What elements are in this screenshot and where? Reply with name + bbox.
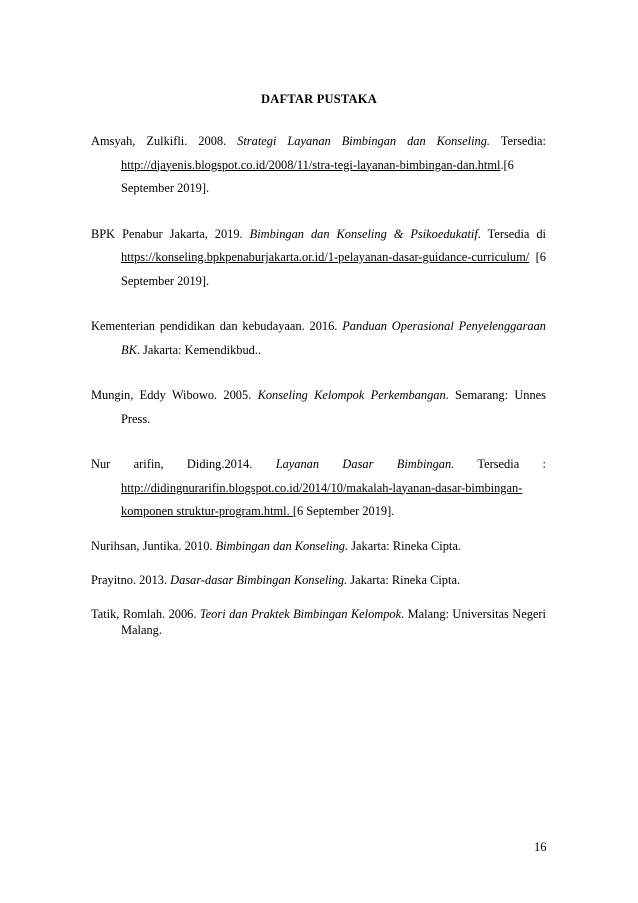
reference-title: Bimbingan dan Konseling. [215, 538, 349, 553]
reference-item [91, 606, 546, 638]
reference-access-date: .[6 September 2019]. [121, 157, 514, 195]
reference-publisher: Tersedia: [490, 134, 547, 148]
reference-title: Layanan Dasar Bimbingan. [275, 457, 455, 471]
reference-list [91, 130, 546, 656]
reference-publisher: . Tersedia di [477, 226, 547, 241]
reference-title: Konseling Kelompok Perkembangan [257, 388, 446, 402]
reference-author: Nur arifin, Diding.2014. [91, 457, 276, 471]
reference-item [91, 130, 546, 201]
reference-item [91, 223, 546, 294]
reference-link[interactable]: https://konseling.bpkpenaburjakarta.or.id/1-pelayanan-dasar-guidance-curriculum/ [121, 250, 530, 264]
reference-author: Tatik, Romlah. 2006. [91, 606, 200, 621]
reference-publisher: . Semarang: Unnes Press. [121, 388, 546, 426]
reference-title: Dasar-dasar Bimbingan Konseling. [170, 572, 348, 587]
reference-publisher: Tersedia : [454, 457, 547, 471]
reference-title: Strategi Layanan Bimbingan dan Konseling. [237, 134, 491, 148]
reference-author: Mungin, Eddy Wibowo. 2005. [91, 388, 258, 402]
reference-title: Teori dan Praktek Bimbingan Kelompok [199, 606, 402, 621]
reference-publisher: . Malang: Universitas Negeri Malang. [121, 606, 546, 637]
reference-item [91, 453, 546, 524]
reference-access-date: [6 September 2019]. [121, 250, 546, 288]
reference-link[interactable]: http://djayenis.blogspot.co.id/2008/11/stra-tegi-layanan-bimbingan-dan.html [121, 157, 501, 172]
page-number: 16 [534, 840, 547, 854]
reference-author: BPK Penabur Jakarta, 2019. [91, 226, 250, 241]
reference-item [91, 315, 546, 362]
reference-author: Nurihsan, Juntika. 2010. [91, 538, 216, 553]
reference-link[interactable]: http://didingnurarifin.blogspot.co.id/2014/10/makalah-layanan-dasar-bimbingan-komponen struktur-program.html. [121, 480, 523, 518]
reference-author: Amsyah, Zulkifli. 2008. [91, 134, 238, 148]
reference-publisher: Jakarta: Rineka Cipta. [348, 538, 461, 553]
reference-publisher: Jakarta: Rineka Cipta. [347, 572, 461, 587]
reference-title: Bimbingan dan Konseling & Psikoedukatif [249, 226, 478, 241]
reference-access-date: [6 September 2019]. [292, 504, 395, 518]
reference-author: Kementerian pendidikan dan kebudayaan. 2016. [91, 319, 343, 333]
reference-item [91, 384, 546, 431]
reference-publisher: . Jakarta: Kemendikbud.. [136, 342, 262, 357]
page-title: DAFTAR PUSTAKA [261, 92, 377, 106]
reference-item [91, 538, 546, 554]
reference-item [91, 572, 546, 588]
reference-author: Prayitno. 2013. [91, 572, 171, 587]
reference-title: Panduan Operasional Penyelenggaraan BK [121, 319, 546, 357]
